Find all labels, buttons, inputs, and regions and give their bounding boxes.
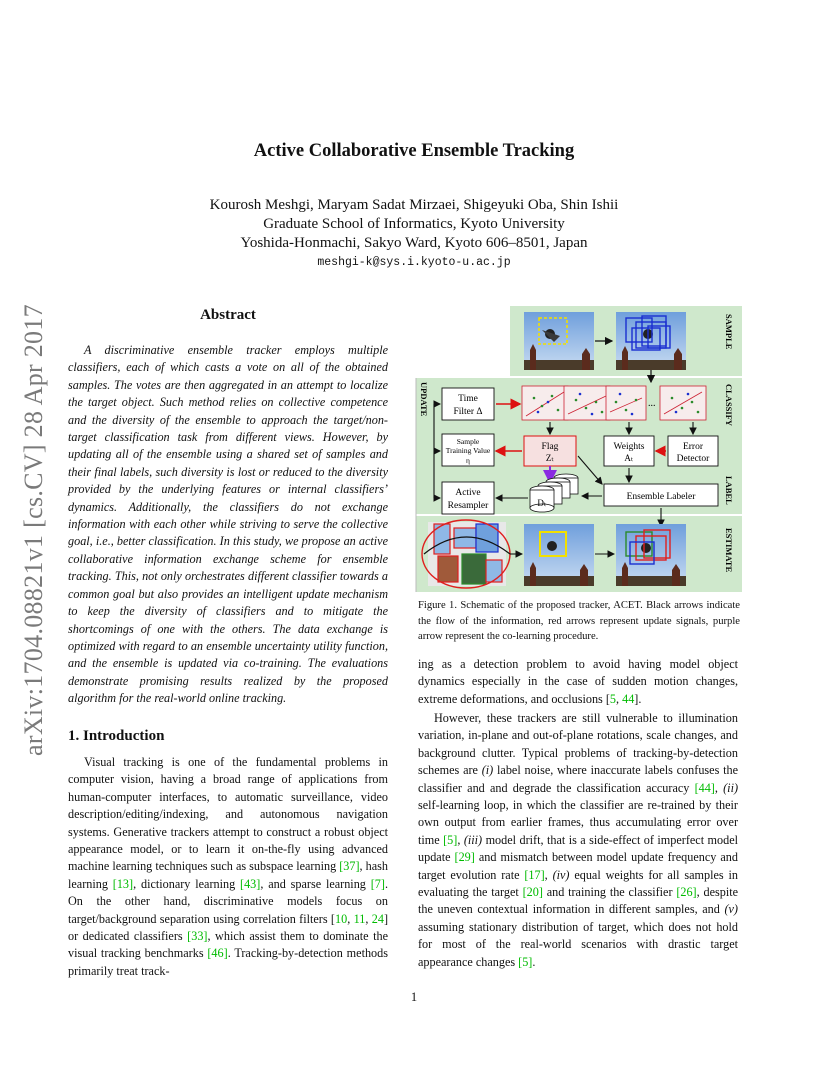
estimate-image-1	[524, 524, 594, 586]
svg-text:Dₜ: Dₜ	[537, 498, 547, 508]
citation-link[interactable]: [7]	[370, 876, 385, 891]
citation-link[interactable]: [26]	[676, 885, 697, 900]
citation-link[interactable]: [37]	[339, 859, 360, 874]
active-resampler-box	[442, 482, 494, 514]
figure-1	[414, 306, 742, 592]
stage-label-sample: SAMPLE	[724, 314, 734, 350]
flag-box	[524, 436, 576, 466]
svg-text:Training Value: Training Value	[445, 446, 491, 455]
introduction-paragraph: Visual tracking is one of the fundamental problems in computer vision, having a broad range of applications from human-computer interfaces, to automatic surveillance, video description/editing/indexing, and autonomous navigation systems. Generative trackers attempt to construct a robust object appearance model, or to learn it on-the-fly using advanced machine learning techniques such as subspace learning [37], hash learning [13], dictionary learning [43], and sparse learning [7]. On the other hand, discriminative models focus on target/background separation using correlation filters [10, 11, 24] or dedicated classifiers [33], which assist them to dominate the visual tracking benchmarks [46]. Tracking-by-detection methods primarily treat track-	[68, 755, 389, 978]
weights-box	[604, 436, 654, 466]
svg-text:Ensemble Labeler: Ensemble Labeler	[626, 492, 696, 502]
classifier-plots	[522, 386, 706, 420]
svg-text:Filter Δ: Filter Δ	[453, 407, 483, 417]
right-column-paragraph-2: However, these trackers are still vulnerable to illumination variation, in-plane and out-of-plane rotations, scale changes, and background clutter. Typical problems of tracking-by-detection schemes are (i) label noise, where inaccurate labels confuses the classifier and and degrade the classification accuracy [44], (ii) self-learning loop, in which the classifier are re-trained by their own output from earlier frames, thus accumulating error over time [5], (iii) model drift, that is a side-effect of imperfect model update [29] and mismatch between model update frequency and target evolution rate [17], (iv) equal weights for all samples in evaluating the target [20] and training the classifier [26], despite the uneven contextual information in different samples, and (v) assuming stationary distribution of target, which does not hold for most of the real-world scenarios with drastic target appearance changes [5].	[418, 711, 739, 969]
citation-link[interactable]: [13]	[112, 876, 134, 891]
arxiv-id: arXiv:1704.08821v1 [cs.CV] 28 Apr 2017	[19, 304, 48, 756]
citation-link[interactable]: 5	[609, 691, 616, 706]
svg-text:Error: Error	[682, 442, 704, 452]
resampled-patches	[422, 520, 510, 588]
ellipsis: ...	[648, 398, 656, 409]
ensemble-labeler-box	[604, 484, 718, 506]
author-names: Kourosh Meshgi, Maryam Sadat Mirzaei, Shigeyuki Oba, Shin Ishii	[209, 197, 619, 213]
citation-link[interactable]: [5]	[518, 954, 533, 969]
sample-training-value-box	[442, 434, 494, 466]
stage-label-classify: CLASSIFY	[724, 384, 734, 427]
figure-caption: Figure 1. Schematic of the proposed tracker, ACET. Black arrows indicate the flow of the information, red arrows represent update signals, purple arrow represent the co-learning procedure.	[418, 600, 740, 643]
svg-text:Sample: Sample	[456, 437, 480, 446]
svg-text:Weights: Weights	[613, 442, 645, 452]
citation-link[interactable]: 11	[353, 911, 366, 926]
sample-candidates-image	[616, 312, 686, 370]
citation-link[interactable]: 24	[371, 911, 384, 926]
citation-link[interactable]: [44]	[694, 780, 715, 795]
svg-text:η: η	[466, 456, 470, 465]
stage-label-estimate: ESTIMATE	[724, 528, 734, 573]
citation-link[interactable]: [5]	[443, 832, 458, 847]
citation-link[interactable]: [43]	[240, 876, 261, 891]
estimate-image-2	[616, 524, 686, 586]
introduction-heading: 1. Introduction	[68, 728, 165, 744]
abstract-heading: Abstract	[200, 307, 256, 323]
page-number: 1	[410, 990, 418, 1004]
error-detector-box	[668, 436, 718, 466]
arxiv-sidebar	[14, 300, 54, 760]
abstract-text: A discriminative ensemble tracker employs multiple classifiers, each of which casts a vote on all of the obtained samples. The votes are then aggregated in an attempt to localize the target object. Such method relies on collective competence and the diversity of the ensemble to approach the target/non-target classification task from different views. However, by updating all of the ensemble using a shared set of samples and their final labels, such diversity is lost or reduced to the diversity provided by the underlying features or internal classifiers’ dynamics. Additionally, the classifiers do not exchange information with each other while striving to serve the collective goal, i.e., better classification. In this study, we propose an active collaborative information exchange scheme for ensemble tracking. This, not only orchestrates different classifier towards a common goal but also provides an intelligent update mechanism to keep the diversity of classifiers and to mitigate the shortcomings of one with the others. The data exchange is optimized with regard to an ensemble uncertainty utility function, and the ensemble is updated via co-training. The evaluations demonstrate promising results realized by the proposed algorithm for the real-world online tracking.	[68, 343, 388, 706]
citation-link[interactable]: [17]	[524, 867, 545, 882]
right-column-paragraph-1: ing as a detection problem to avoid having model object dynamics especially in the case of sudden motion changes, extreme deformations, and occlusions [5, 44].	[418, 657, 738, 706]
time-filter-box	[442, 388, 494, 420]
citation-link[interactable]: [46]	[207, 946, 228, 961]
author-block	[0, 196, 828, 253]
stage-label-label: LABEL	[724, 476, 734, 505]
paper-title: Active Collaborative Ensemble Tracking	[253, 141, 575, 161]
citation-link[interactable]: 44	[622, 691, 635, 706]
author-email: meshgi-k@sys.i.kyoto-u.ac.jp	[317, 256, 511, 269]
svg-text:Aₜ: Aₜ	[624, 453, 634, 463]
citation-link[interactable]: [33]	[187, 929, 208, 944]
acet-schematic	[414, 306, 742, 592]
svg-text:Active: Active	[455, 488, 481, 498]
sample-input-image	[524, 312, 594, 370]
citation-link[interactable]: [29]	[454, 850, 475, 865]
svg-text:Detector: Detector	[676, 454, 710, 464]
svg-text:Resampler: Resampler	[447, 501, 489, 511]
citation-link[interactable]: [20]	[522, 885, 543, 900]
svg-text:Flag: Flag	[541, 442, 559, 452]
author-affiliation: Graduate School of Informatics, Kyoto University	[263, 216, 565, 232]
svg-text:Time: Time	[458, 394, 478, 404]
author-address: Yoshida-Honmachi, Sakyo Ward, Kyoto 606–8501, Japan	[240, 235, 588, 251]
update-label: UPDATE	[419, 382, 429, 417]
svg-text:Zₜ: Zₜ	[545, 453, 555, 463]
citation-link[interactable]: 10	[335, 911, 348, 926]
